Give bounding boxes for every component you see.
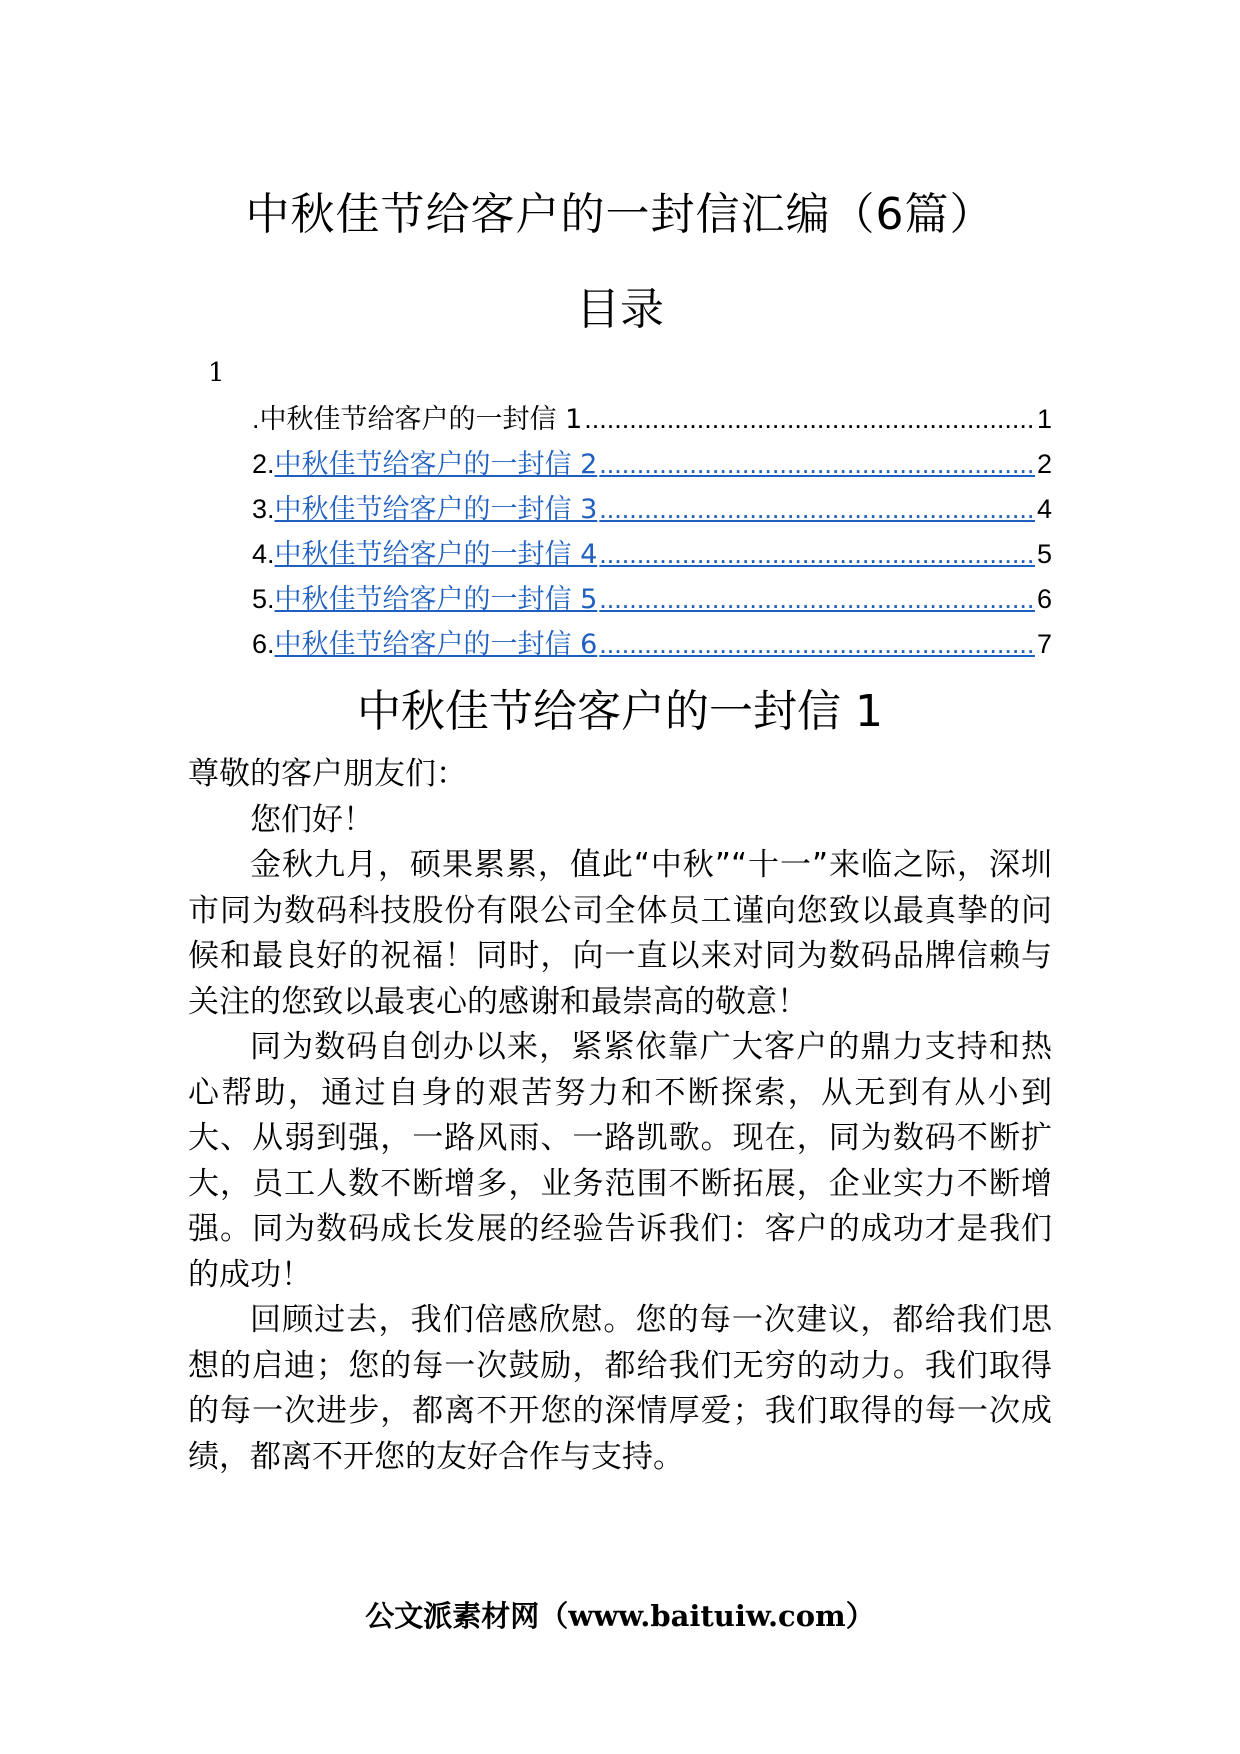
toc-item-3[interactable] bbox=[252, 487, 1052, 532]
toc-dot-leader bbox=[599, 442, 1035, 487]
letter-paragraph: 回顾过去，我们倍感欣慰。您的每一次建议，都给我们思想的启迪；您的每一次鼓励，都给我们无穷的动力。我们取得的每一次进步，都离不开您的深情厚爱；我们取得的每一次成绩，都离不开您的友好合作与支持。 bbox=[188, 1302, 1052, 1475]
toc-item-number: . bbox=[252, 404, 260, 434]
toc-item-page: 1 bbox=[1036, 404, 1052, 434]
letter-paragraph: 同为数码自创办以来，紧紧依靠广大客户的鼎力支持和热心帮助，通过自身的艰苦努力和不断探索，从无到有从小到大、从弱到强，一路风雨、一路凯歌。现在，同为数码不断扩大，员工人数不断增多，业务范围不断拓展，企业实力不断增强。同为数码成长发展的经验告诉我们：客户的成功才是我们的成功！ bbox=[188, 1029, 1052, 1293]
section-title: 中秋佳节给客户的一封信 1 bbox=[357, 686, 883, 737]
toc-item-number: 3. bbox=[252, 494, 275, 524]
toc-item-5[interactable] bbox=[252, 577, 1052, 622]
toc-item-number: 5. bbox=[252, 584, 275, 614]
toc-item-1[interactable] bbox=[252, 397, 1052, 442]
letter-paragraph: 金秋九月，硕果累累，值此“中秋”“十一”来临之际，深圳市同为数码科技股份有限公司全体员工谨向您致以最真挚的问候和最良好的祝福！同时，向一直以来对同为数码品牌信赖与关注的您致以最衷心的感谢和最崇高的敬意！ bbox=[188, 847, 1052, 1020]
toc-item-link[interactable]: 中秋佳节给客户的一封信 2 bbox=[274, 449, 598, 480]
toc-dot-leader bbox=[599, 532, 1035, 577]
footer-source: 公文派素材网（www.baituiw.com） bbox=[365, 1599, 875, 1633]
toc-item-page: 2 bbox=[1036, 449, 1052, 479]
toc-dot-leader bbox=[599, 487, 1035, 532]
toc-item-page: 5 bbox=[1036, 539, 1052, 569]
letter-body bbox=[188, 752, 1052, 1480]
letter-greeting: 您们好！ bbox=[250, 801, 374, 838]
toc-item-text: 中秋佳节给客户的一封信 1 bbox=[259, 404, 583, 435]
toc-dot-leader bbox=[599, 622, 1035, 667]
toc-item-page: 6 bbox=[1036, 584, 1052, 614]
toc-item-page: 4 bbox=[1036, 494, 1052, 524]
toc-item-link[interactable]: 中秋佳节给客户的一封信 5 bbox=[274, 584, 598, 615]
toc-stray-number: 1 bbox=[208, 358, 225, 388]
toc-item-number: 6. bbox=[252, 629, 275, 659]
toc-dot-leader bbox=[599, 577, 1035, 622]
toc-dot-leader bbox=[584, 397, 1035, 442]
toc-item-link[interactable]: 中秋佳节给客户的一封信 4 bbox=[274, 539, 598, 570]
toc-item-4[interactable] bbox=[252, 532, 1052, 577]
toc-item-page: 7 bbox=[1036, 629, 1052, 659]
toc-item-6[interactable] bbox=[252, 622, 1052, 667]
document-title: 中秋佳节给客户的一封信汇编（6篇） bbox=[245, 189, 995, 240]
toc-item-link[interactable]: 中秋佳节给客户的一封信 6 bbox=[274, 629, 598, 660]
table-of-contents bbox=[252, 397, 1052, 667]
toc-item-number: 4. bbox=[252, 539, 275, 569]
toc-heading: 目录 bbox=[576, 284, 664, 335]
toc-item-2[interactable] bbox=[252, 442, 1052, 487]
letter-salutation: 尊敬的客户朋友们： bbox=[188, 756, 467, 792]
toc-item-number: 2. bbox=[252, 449, 275, 479]
toc-item-link[interactable]: 中秋佳节给客户的一封信 3 bbox=[274, 494, 598, 525]
